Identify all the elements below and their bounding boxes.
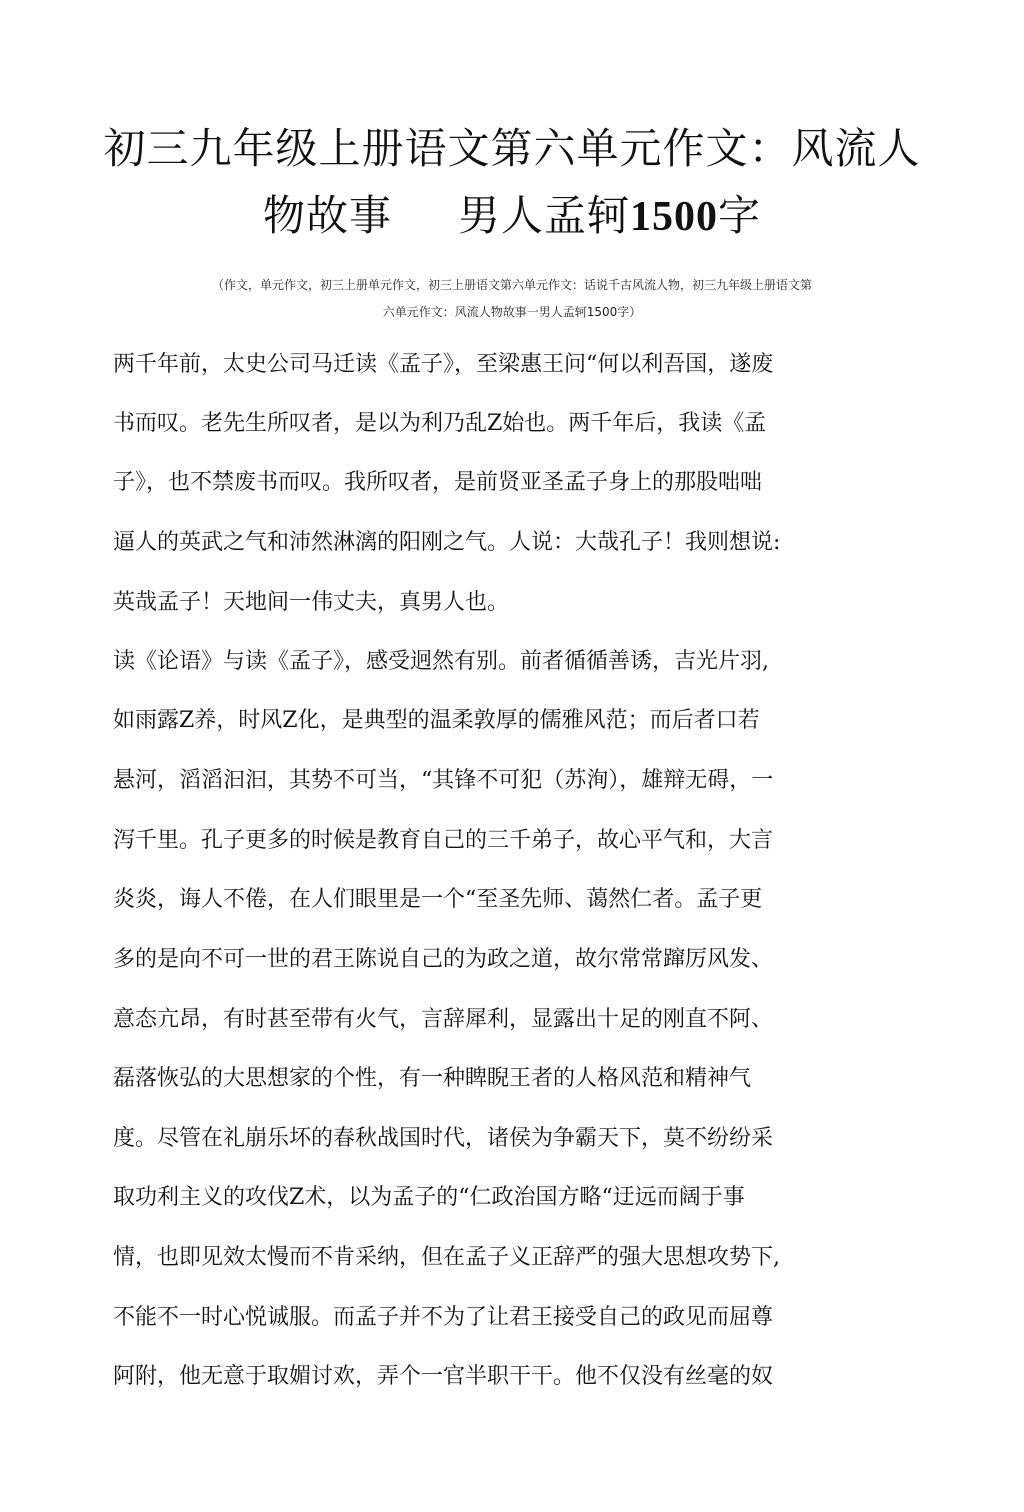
body-line: 情，也即见效太慢而不肯采纳，但在孟子义正辞严的强大思想攻势下,	[113, 1245, 780, 1270]
body-line: 炎炎，诲人不倦，在人们眼里是一个“至圣先师、蔼然仁者。孟子更	[113, 887, 763, 912]
title-word-count: 1500	[630, 194, 718, 240]
body-line: 泻千里。孔子更多的时候是教育自己的三千弟子，故心平气和，大言	[113, 828, 774, 853]
tags-line-2: 六单元作文：风流人物故事一男人孟轲1500字）	[382, 305, 642, 319]
body-line: 多的是向不可一世的君王陈说自己的为政之道，故尔常常蹿厉风发、	[113, 947, 774, 972]
body-line: 磊落恢弘的大思想家的个性，有一种睥睨王者的人格风范和精神气	[113, 1066, 752, 1091]
body-line: 英哉孟子！天地间一伟丈夫，真男人也。	[113, 590, 510, 615]
body-line: 两千年前，太史公司马迁读《孟子》，至梁惠王问“何以利吾国，遂废	[113, 352, 774, 377]
body-line: 逼人的英武之气和沛然淋漓的阳刚之气。人说：大哉孔子！我则想说:	[113, 530, 781, 555]
body-line: 取功利主义的攻伐Z术，以为孟子的“仁政治国方略“迂远而阔于事	[113, 1185, 745, 1210]
title-line-1: 初三九年级上册语文第六单元作文：风流人	[103, 124, 921, 173]
body-line: 不能不一时心悦诚服。而孟子并不为了让君王接受自己的政见而屈尊	[113, 1305, 774, 1330]
title-line-2-part-c: 字	[718, 191, 762, 240]
body-line: 如雨露Z养，时风Z化，是典型的温柔敦厚的儒雅风范；而后者口若	[113, 708, 760, 733]
body-line: 读《论语》与读《孟子》，感受迥然有别。前者循循善诱，吉光片羽,	[113, 649, 769, 674]
title-line-2	[0, 191, 1024, 240]
body-line: 子》，也不禁废书而叹。我所叹者，是前贤亚圣孟子身上的那股咄咄	[113, 470, 763, 495]
body-line: 悬河，滔滔汩汩，其势不可当，“其锋不可犯（苏洵），雄辩无碍，一	[113, 768, 774, 793]
title-line-2-part-b: 男人孟轲	[457, 191, 630, 240]
title-line-2-part-a: 物故事	[262, 191, 392, 240]
body-line: 书而叹。老先生所叹者，是以为利乃乱Z始也。两千年后，我读《孟	[113, 411, 767, 436]
body-line: 意态亢昂，有时甚至带有火气，言辞犀利，显露出十足的刚直不阿、	[113, 1007, 774, 1032]
tags-line-1: （作文，单元作文，初三上册单元作文，初三上册语文第六单元作文：话说千古风流人物，初三九年级上册语文第	[211, 278, 812, 292]
body-line: 阿附，他无意于取媚讨欢，弄个一官半职干干。他不仅没有丝毫的奴	[113, 1364, 774, 1389]
body-line: 度。尽管在礼崩乐坏的春秋战国时代，诸侯为争霸天下，莫不纷纷采	[113, 1126, 774, 1151]
